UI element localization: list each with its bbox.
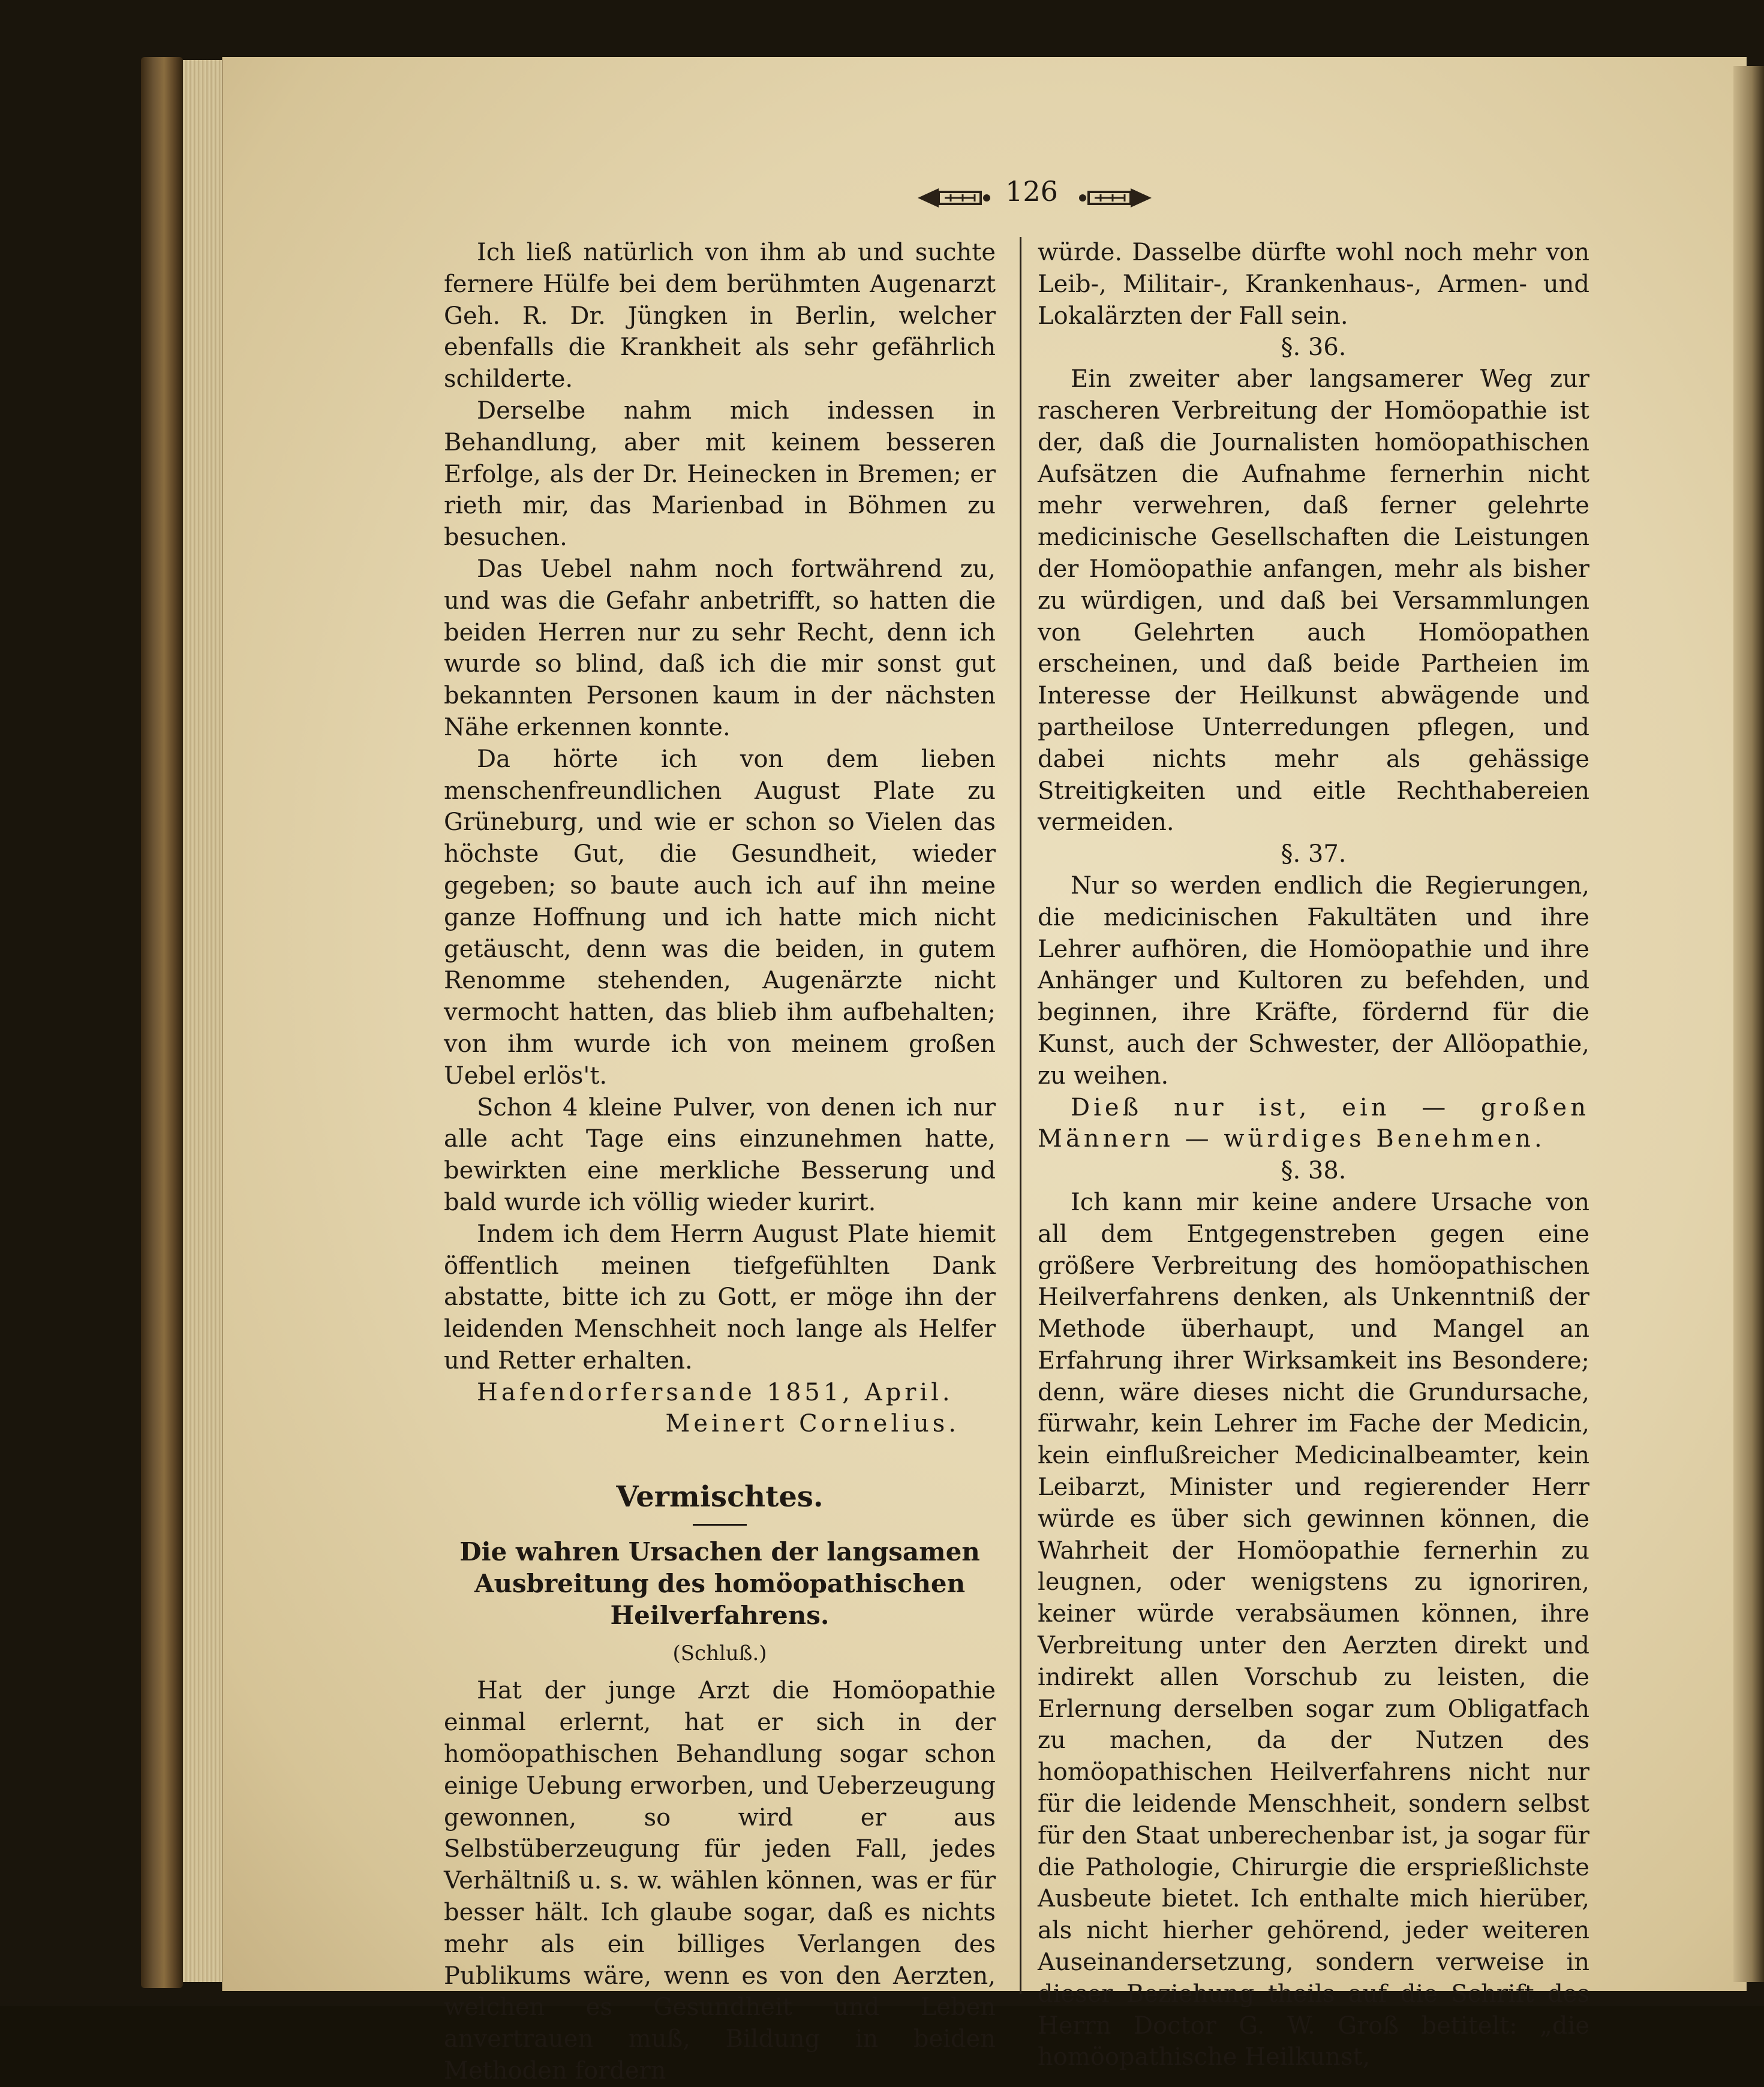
page-number: 126 — [1005, 175, 1058, 208]
paragraph: Ein zweiter aber langsamerer Weg zur rascheren Verbreitung der Homöopathie ist der, daß die Journalisten homöopathischen Aufsätzen die Aufnahme fernerhin nicht mehr verwehren, daß ferner gelehrte medicinische Gesellschaften die Leistungen der Homöopathie anfangen, mehr als bisher zu würdigen, und daß bei Versammlungen von Gelehrten auch Homöopathen erscheinen, und daß beide Partheien im Interesse der Heilkunst abwägende und partheilose Unterredungen pflegen, und dabei nichts mehr als gehässige Streitigkeiten und eitle Rechthabereien vermeiden. — [1038, 365, 1589, 837]
section-number: §. 38. — [1281, 1157, 1347, 1185]
left-ornament-icon — [915, 185, 993, 211]
conclusion-note: (Schluß.) — [672, 1641, 767, 1665]
paragraph: Das Uebel nahm noch fortwährend zu, und was die Gefahr anbetrifft, so hatten die beiden Herren nur zu sehr Recht, denn ich wurde so blind, daß ich die mir sonst gut bekannten Personen kaum in der nächsten Nähe erkennen konnte. — [444, 555, 996, 741]
section-number: §. 36. — [1281, 333, 1347, 362]
page-edges — [183, 60, 225, 1982]
divider — [693, 1524, 747, 1526]
column-divider — [1020, 237, 1021, 1994]
paragraph: Ich kann mir keine andere Ursache von all dem Entgegenstreben gegen eine größere Verbreitung des homöopathischen Heilverfahrens denken, als Unkenntniß der Methode überhaupt, und Mangel an Erfahrung ihrer Wirksamkeit ins Besondere; denn, wäre dieses nicht die Grundursache, fürwahr, kein Lehrer im Fache der Medicin, kein einflußreicher Medicinalbeamter, kein Leibarzt, Minister und regierender Herr würde es über sich gewinnen können, die Wahrheit der Homöopathie fernerhin zu leugnen, oder wenigstens zu ignoriren, keiner würde verabsäumen können, ihre Verbreitung unter den Aerzten direkt und indirekt allen Vorschub zu leisten, die Erlernung derselben sogar zum Obligatfach zu machen, da der Nutzen des homöopathischen Heilverfahrens nicht nur für die leidende Menschheit, sondern selbst für den Staat unberechenbar ist, ja sogar für die Pathologie, Chirurgie die ersprießlichste Ausbeute bietet. Ich enthalte mich hierüber, als nicht hierher gehörend, jeder weiteren Auseinandersetzung, sondern verweise in dieser Beziehung theils auf die Schrift des Herrn Doctor G. W. Groß betitelt: „die homöopathische Heilkunst, — [1038, 1188, 1589, 2071]
paragraph: Indem ich dem Herrn August Plate hiemit öffentlich meinen tiefgefühlten Dank abstatte, bitte ich zu Gott, er möge ihn der leidenden Menschheit noch lange als Helfer und Retter erhalten. — [444, 1220, 996, 1375]
right-column — [1038, 237, 1589, 2073]
article-title: Die wahren Ursachen der langsamen Ausbreitung des homöopathischen Heilverfahrens. — [459, 1537, 980, 1630]
paragraph: Derselbe nahm mich indessen in Behandlung, aber mit keinem besseren Erfolge, als der Dr. Heinecken in Bremen; er rieth mir, das Marienbad in Böhmen zu besuchen. — [444, 396, 996, 552]
paragraph: würde. Dasselbe dürfte wohl noch mehr von Leib-, Militair-, Krankenhaus-, Armen- und Lokalärzten der Fall sein. — [1038, 239, 1589, 330]
place-date: Hafendorfersande 1851, April. — [477, 1378, 954, 1406]
section-number: §. 37. — [1281, 840, 1347, 868]
paragraph: Da hörte ich von dem lieben menschenfreundlichen August Plate zu Grüneburg, und wie er schon so Vielen das höchste Gut, die Gesundheit, wieder gegeben; so baute auch ich auf ihn meine ganze Hoffnung und ich hatte mich nicht getäuscht, denn was die beiden, in gutem Renomme stehenden, Augenärzte nicht vermocht hatten, das blieb ihm aufbehalten; von ihm wurde ich von meinem großen Uebel erlös't. — [444, 745, 996, 1090]
right-ornament-icon — [1077, 185, 1155, 211]
paragraph: Schon 4 kleine Pulver, von denen ich nur alle acht Tage eins einzunehmen hatte, bewirkten eine merkliche Besserung und bald wurde ich völlig wieder kurirt. — [444, 1093, 996, 1216]
signature: Meinert Cornelius. — [665, 1410, 960, 1438]
article-paragraph: Hat der junge Arzt die Homöopathie einmal erlernt, hat er sich in der homöopathischen Behandlung sogar schon einige Uebung erworben, und Ueberzeugung gewonnen, so wird er aus Selbstüberzeugung für jeden Fall, jedes Verhältniß u. s. w. wählen können, was er für besser hält. Ich glaube sogar, daß es nichts mehr als ein billiges Verlangen des Publikums wäre, wenn es von den Aerzten, welchen es Gesundheit und Leben anvertrauen muß, Bildung in beiden Methoden fordern — [444, 1677, 996, 2085]
paragraph: Dieß nur ist, ein — großen Männern — würdiges Benehmen. — [1038, 1093, 1589, 1153]
paragraph: Ich ließ natürlich von ihm ab und suchte fernere Hülfe bei dem berühmten Augenarzt Geh. R. Dr. Jüngken in Berlin, welcher ebenfalls die Krankheit als sehr gefährlich schilderte. — [444, 239, 996, 393]
book-spine — [141, 57, 183, 1988]
section-heading: Vermischtes. — [616, 1480, 824, 1514]
left-column — [444, 237, 996, 2087]
paragraph: Nur so werden endlich die Regierungen, die medicinischen Fakultäten und ihre Lehrer aufhören, die Homöopathie und ihre Anhänger und Kultoren zu befehden, und beginnen, ihre Kräfte, fördernd für die Kunst, auch der Schwester, der Allöopathie, zu weihen. — [1038, 871, 1589, 1090]
next-page-edge — [1733, 66, 1764, 1982]
